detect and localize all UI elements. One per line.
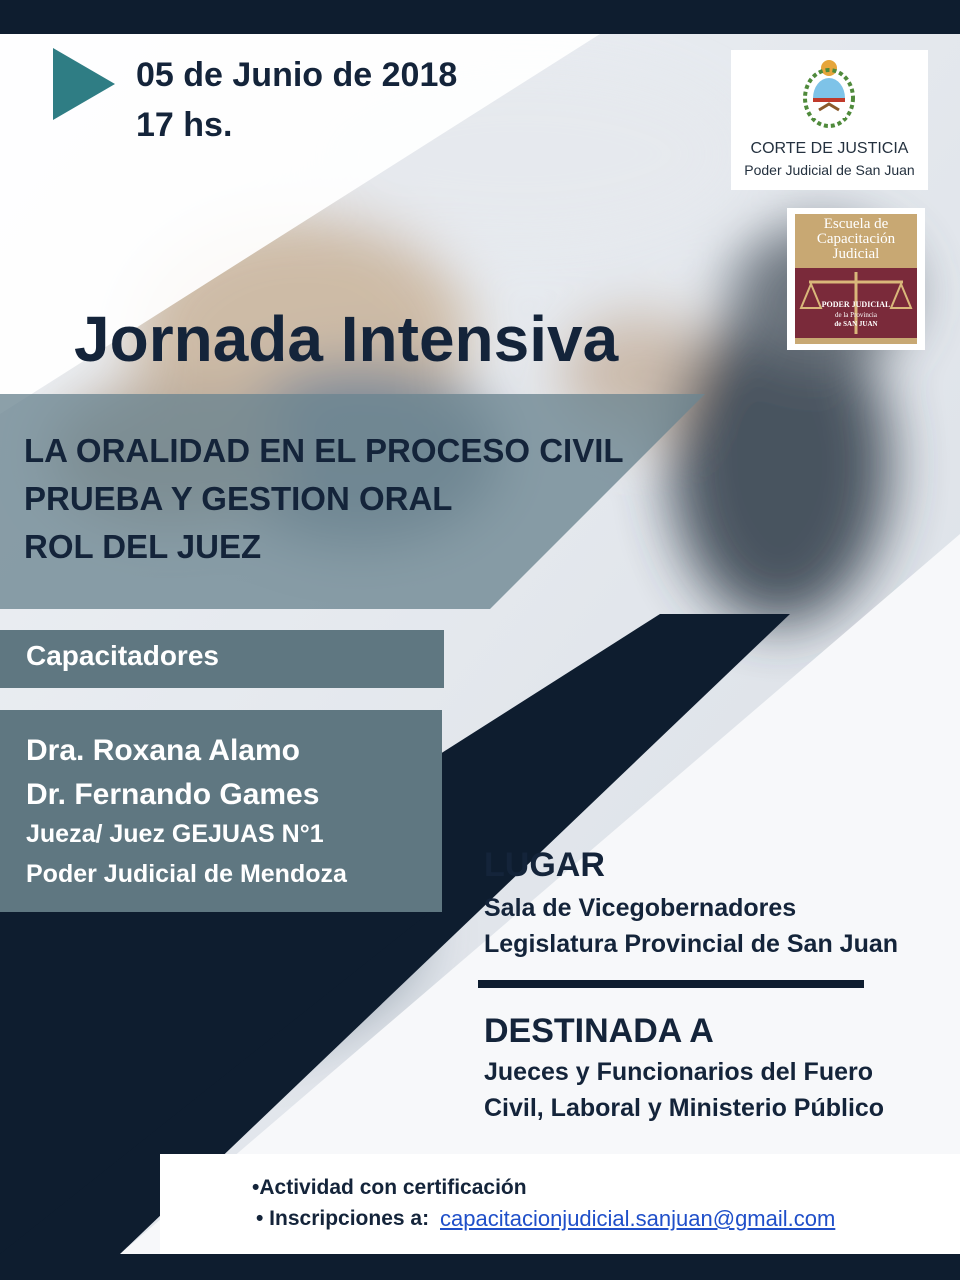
escuela-badge-line2: de la Provincia (835, 311, 877, 319)
play-arrow-icon (53, 48, 117, 120)
email-link[interactable]: capacitacionjudicial.sanjuan@gmail.com (440, 1206, 836, 1231)
escuela-badge-line3: de SAN JUAN (834, 320, 878, 328)
corte-logo (731, 50, 928, 190)
topic-line-3: ROL DEL JUEZ (24, 528, 262, 565)
corte-subtitle: Poder Judicial de San Juan (744, 162, 915, 178)
trainer-name-2: Dr. Fernando Games (26, 778, 320, 811)
escuela-badge-line1: PODER JUDICIAL (821, 300, 891, 309)
audience-line-2: Civil, Laboral y Ministerio Público (484, 1094, 885, 1122)
trainer-role: Jueza/ Juez GEJUAS N°1 (26, 820, 324, 848)
trainer-name-1: Dra. Roxana Alamo (26, 734, 300, 767)
corte-title: CORTE DE JUSTICIA (750, 140, 909, 157)
section-divider (478, 980, 864, 988)
footer-certification: •Actividad con certificación (252, 1176, 527, 1199)
event-date: 05 de Junio de 2018 (136, 56, 458, 94)
event-time: 17 hs. (136, 106, 233, 144)
trainers-heading: Capacitadores (26, 640, 219, 671)
venue-line-2: Legislatura Provincial de San Juan (484, 930, 899, 958)
topic-line-2: PRUEBA Y GESTION ORAL (24, 480, 453, 517)
coat-of-arms-icon (797, 54, 861, 134)
escuela-logo (787, 208, 925, 350)
trainer-institution: Poder Judicial de Mendoza (26, 860, 347, 888)
audience-line-1: Jueces y Funcionarios del Fuero (484, 1058, 874, 1086)
escuela-line2: Capacitación (816, 231, 896, 247)
page-title: Jornada Intensiva (74, 303, 619, 375)
topic-line-1: LA ORALIDAD EN EL PROCESO CIVIL (24, 432, 624, 469)
escuela-line3: Judicial (832, 246, 880, 262)
venue-line-1: Sala de Vicegobernadores (484, 894, 797, 922)
audience-heading: DESTINADA A (484, 1012, 714, 1050)
footer-strip (160, 1154, 960, 1254)
footer-registration-label: • Inscripciones a: (256, 1207, 430, 1230)
venue-heading: LUGAR (484, 846, 605, 884)
escuela-line1: Escuela de (823, 216, 889, 232)
